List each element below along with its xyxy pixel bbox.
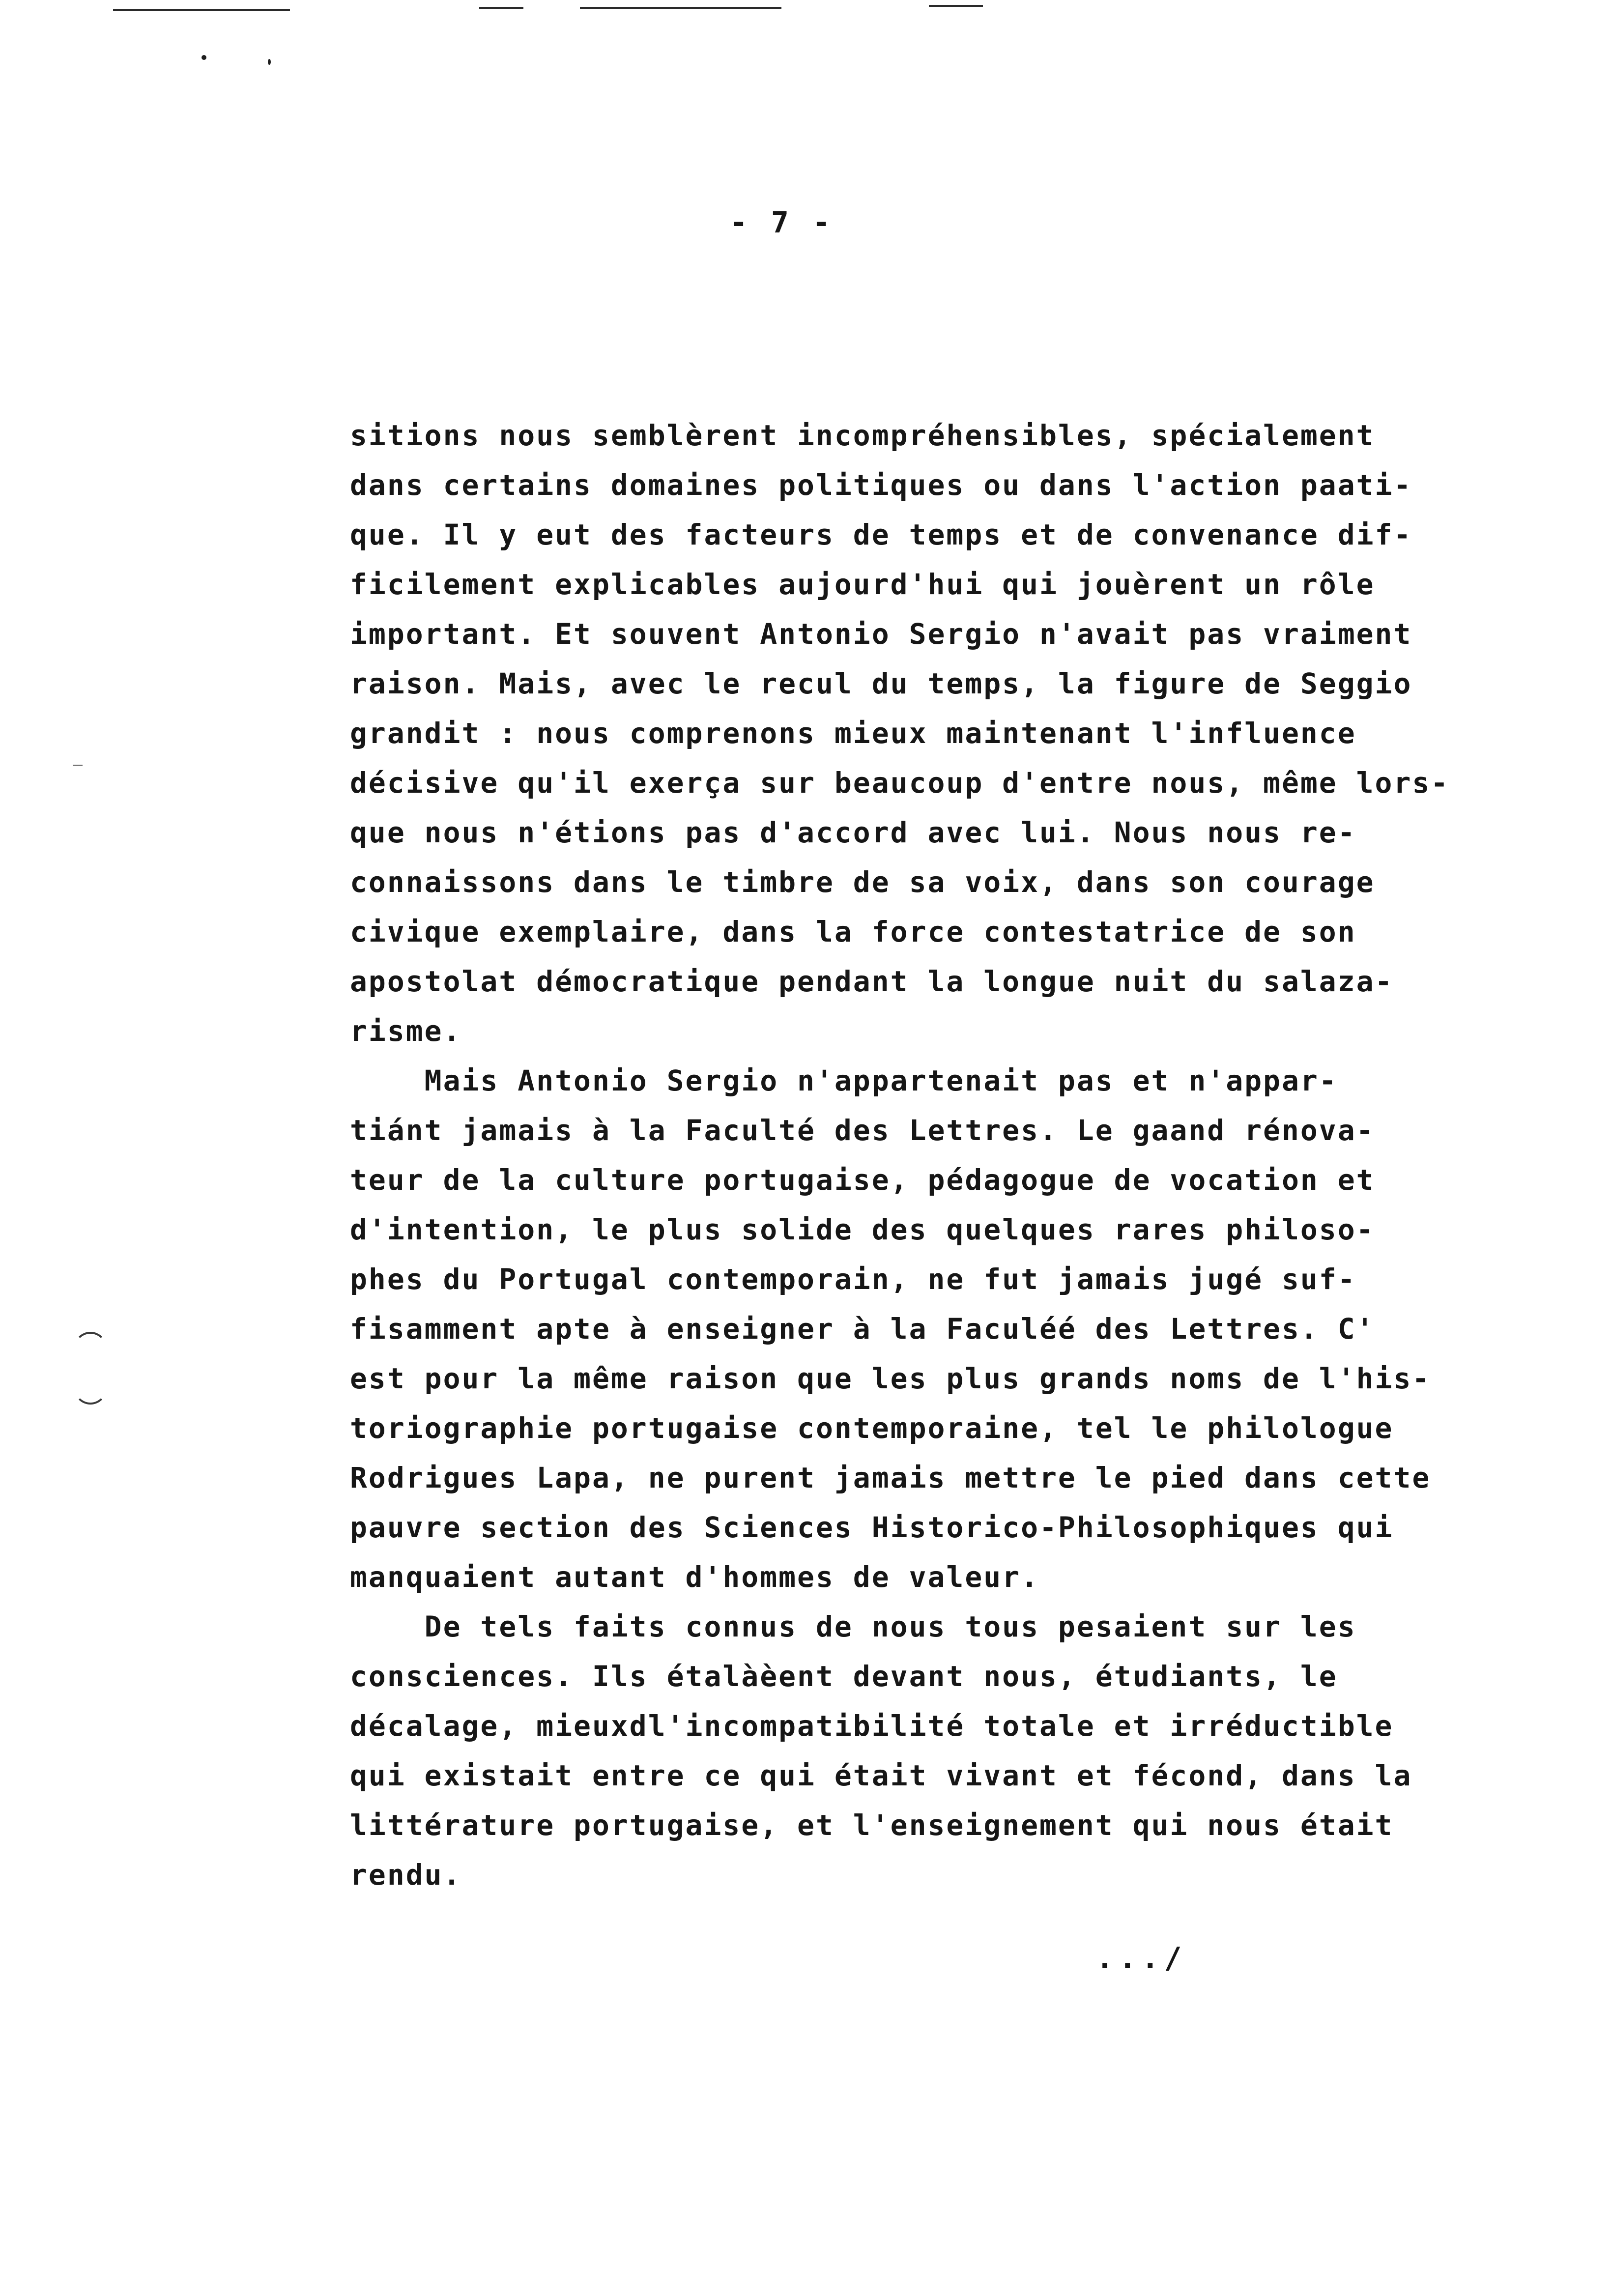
text-line: civique exemplaire, dans la force contestatrice de son <box>350 915 1356 948</box>
text-line: De tels faits connus de nous tous pesaient sur les <box>350 1610 1356 1643</box>
text-line: Mais Antonio Sergio n'appartenait pas et n'appar- <box>350 1064 1338 1097</box>
text-line: teur de la culture portugaise, pédagogue de vocation et <box>350 1163 1375 1197</box>
text-line: toriographie portugaise contemporaine, tel le philologue <box>350 1411 1394 1445</box>
text-line: grandit : nous comprenons mieux maintenant l'influence <box>350 717 1356 750</box>
top-rule <box>929 5 983 7</box>
margin-tick <box>73 765 83 766</box>
top-rule <box>113 9 290 11</box>
text-line: décalage, mieuxdl'incompatibilité totale et irréductible <box>350 1709 1394 1743</box>
text-line: que. Il y eut des facteurs de temps et de convenance dif- <box>350 518 1412 551</box>
punch-hole-mark <box>74 1371 107 1405</box>
ink-speck <box>268 59 271 65</box>
text-line: ficilement explicables aujourd'hui qui jouèrent un rôle <box>350 568 1375 601</box>
text-line: est pour la même raison que les plus grands noms de l'his- <box>350 1362 1431 1395</box>
text-line: apostolat démocratique pendant la longue nuit du salaza- <box>350 965 1394 998</box>
text-line: sitions nous semblèrent incompréhensibles, spécialement <box>350 419 1375 452</box>
text-line: manquaient autant d'hommes de valeur. <box>350 1560 1040 1594</box>
text-line: consciences. Ils étalàèent devant nous, étudiants, le <box>350 1660 1338 1693</box>
continuation-mark: .../ <box>1096 1941 1187 1976</box>
text-line: connaissons dans le timbre de sa voix, dans son courage <box>350 865 1375 899</box>
text-line: tiánt jamais à la Faculté des Lettres. Le gaand rénova- <box>350 1114 1375 1147</box>
text-line: phes du Portugal contemporain, ne fut jamais jugé suf- <box>350 1263 1356 1296</box>
page-number: - 7 - <box>729 205 834 240</box>
text-line: décisive qu'il exerça sur beaucoup d'entre nous, même lors- <box>350 766 1450 800</box>
text-line: fisamment apte à enseigner à la Faculéé des Lettres. C' <box>350 1312 1375 1346</box>
text-line: Rodrigues Lapa, ne purent jamais mettre le pied dans cette <box>350 1461 1431 1494</box>
body-text <box>350 411 1554 1900</box>
text-line: qui existait entre ce qui était vivant et fécond, dans la <box>350 1759 1412 1792</box>
text-line: dans certains domaines politiques ou dans l'action paati- <box>350 468 1412 502</box>
top-rule <box>479 7 523 9</box>
text-line: raison. Mais, avec le recul du temps, la figure de Seggio <box>350 667 1412 700</box>
text-line: d'intention, le plus solide des quelques rares philoso- <box>350 1213 1375 1246</box>
top-rule <box>580 7 781 9</box>
ink-speck <box>202 55 206 60</box>
text-line: pauvre section des Sciences Historico-Philosophiques qui <box>350 1511 1394 1544</box>
text-line: important. Et souvent Antonio Sergio n'avait pas vraiment <box>350 617 1412 651</box>
text-line: rendu. <box>350 1858 462 1892</box>
punch-hole-mark <box>74 1332 107 1365</box>
text-line: que nous n'étions pas d'accord avec lui. Nous nous re- <box>350 816 1356 849</box>
text-line: risme. <box>350 1014 462 1048</box>
text-line: littérature portugaise, et l'enseignement qui nous était <box>350 1808 1394 1842</box>
